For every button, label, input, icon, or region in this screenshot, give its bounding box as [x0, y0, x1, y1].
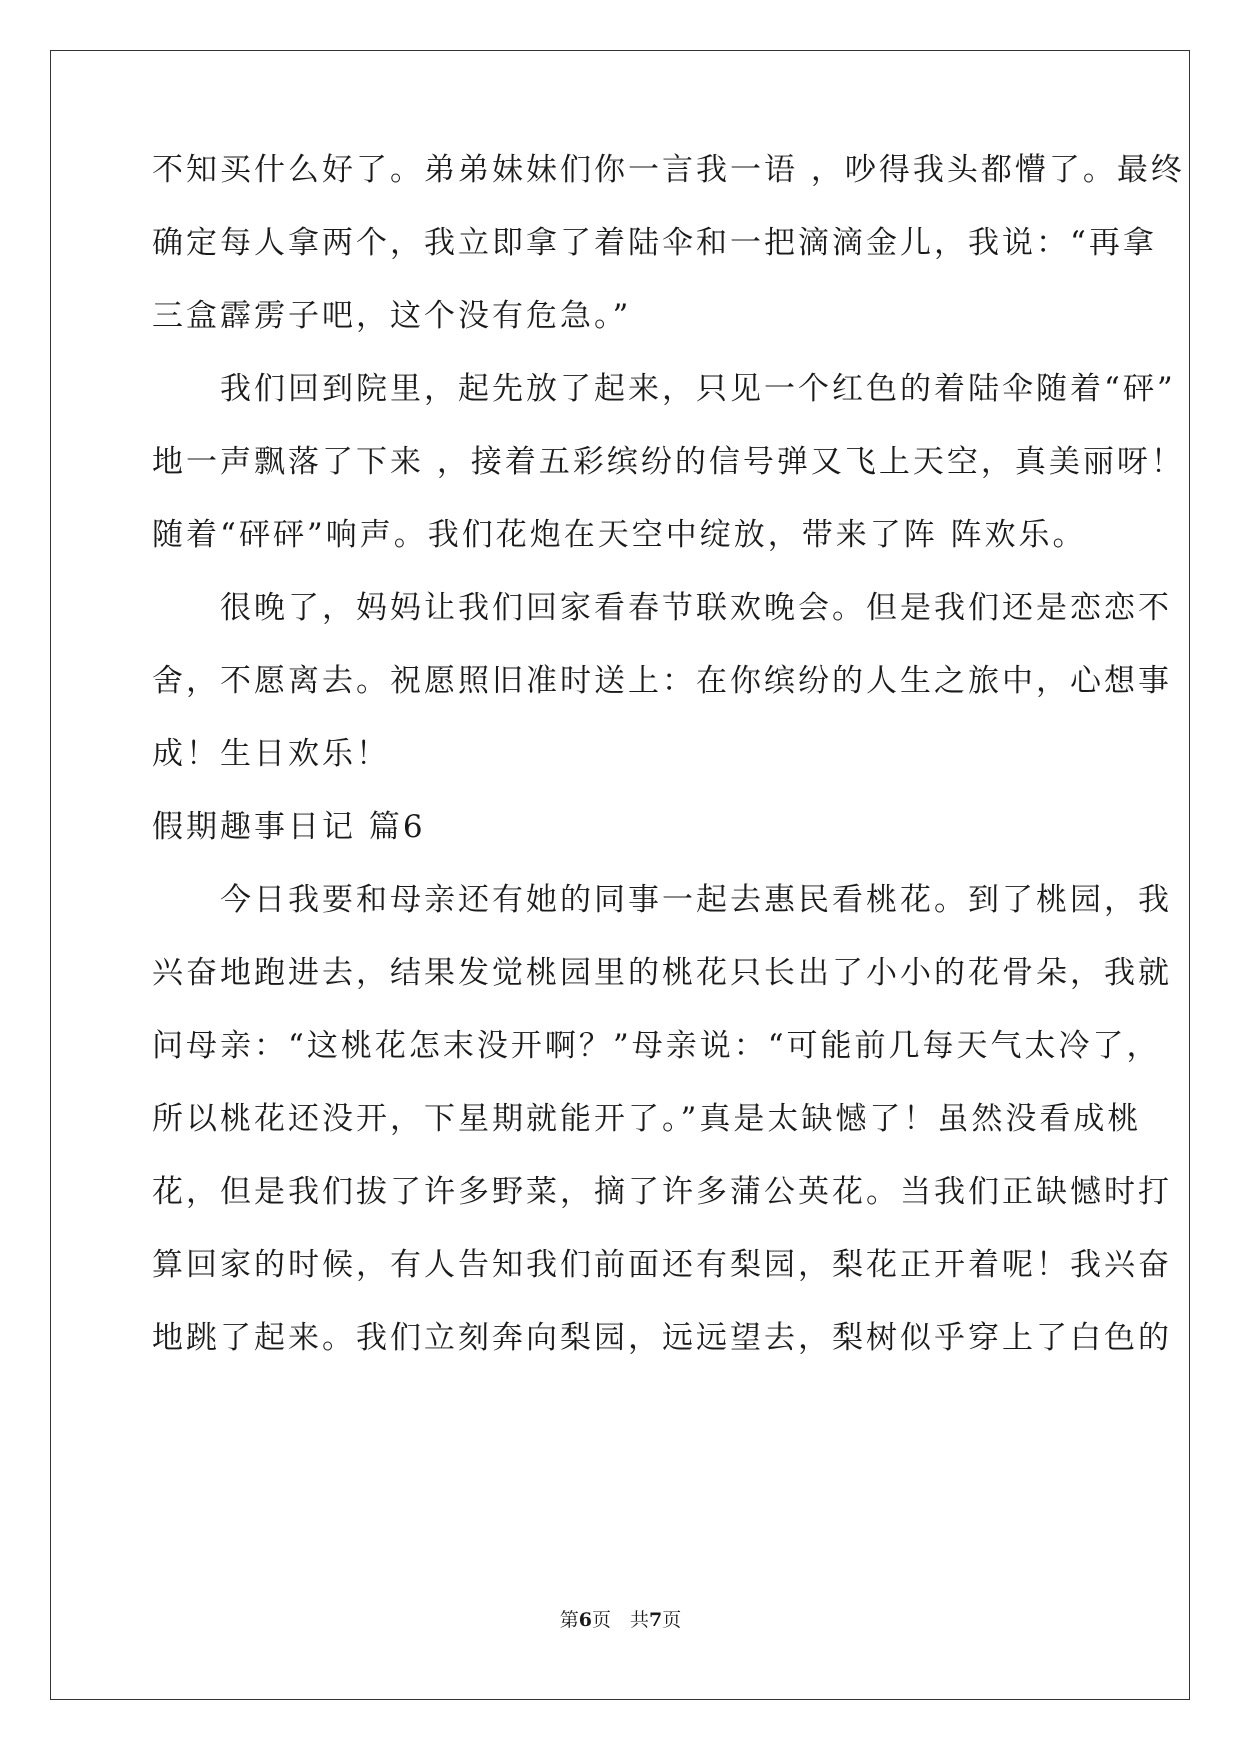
text-line-2: 确定每人拿两个，我立即拿了着陆伞和一把滴滴金儿，我说：“再拿: [152, 225, 1157, 261]
text-line-3: 三盒霹雳子吧，这个没有危急。”: [152, 298, 632, 334]
section-heading: 假期趣事日记 篇6: [152, 809, 426, 845]
text-line-15: 花，但是我们拔了许多野菜，摘了许多蒲公英花。当我们正缺憾时打: [152, 1174, 1172, 1210]
footer-page-number: 6: [578, 1609, 592, 1631]
text-line-6: 随着“砰砰”响声。我们花炮在天空中绽放，带来了阵 阵欢乐。: [152, 517, 1087, 553]
footer-prefix: 第: [559, 1609, 579, 1631]
text-line-11: 今日我要和母亲还有她的同事一起去惠民看桃花。到了桃园，我: [152, 882, 1172, 918]
text-line-17: 地跳了起来。我们立刻奔向梨园，远远望去，梨树似乎穿上了白色的: [152, 1320, 1172, 1356]
text-line-5: 地一声飘落了下来 ，接着五彩缤纷的信号弹又飞上天空，真美丽呀！: [152, 444, 1185, 480]
text-line-4: 我们回到院里，起先放了起来，只见一个红色的着陆伞随着“砰”: [152, 371, 1176, 407]
text-line-16: 算回家的时候，有人告知我们前面还有梨园，梨花正开着呢！我兴奋: [152, 1247, 1172, 1283]
text-line-12: 兴奋地跑进去，结果发觉桃园里的桃花只长出了小小的花骨朵，我就: [152, 955, 1172, 991]
page-footer: [0, 1608, 1241, 1632]
text-line-7: 很晚了，妈妈让我们回家看春节联欢晚会。但是我们还是恋恋不: [152, 590, 1172, 626]
text-line-8: 舍，不愿离去。祝愿照旧准时送上：在你缤纷的人生之旅中，心想事: [152, 663, 1172, 699]
footer-suffix: 页: [662, 1609, 682, 1631]
text-line-13: 问母亲：“这桃花怎末没开啊？”母亲说：“可能前几每天气太冷了，: [152, 1028, 1161, 1064]
text-line-14: 所以桃花还没开，下星期就能开了。”真是太缺憾了！虽然没看成桃: [152, 1101, 1142, 1137]
footer-mid: 页 共: [591, 1609, 649, 1631]
text-line-1: 不知买什么好了。弟弟妹妹们你一言我一语 ，吵得我头都懵了。最终: [152, 152, 1185, 188]
text-line-9: 成！生日欢乐！: [152, 736, 390, 772]
footer-total-pages: 7: [649, 1609, 663, 1631]
